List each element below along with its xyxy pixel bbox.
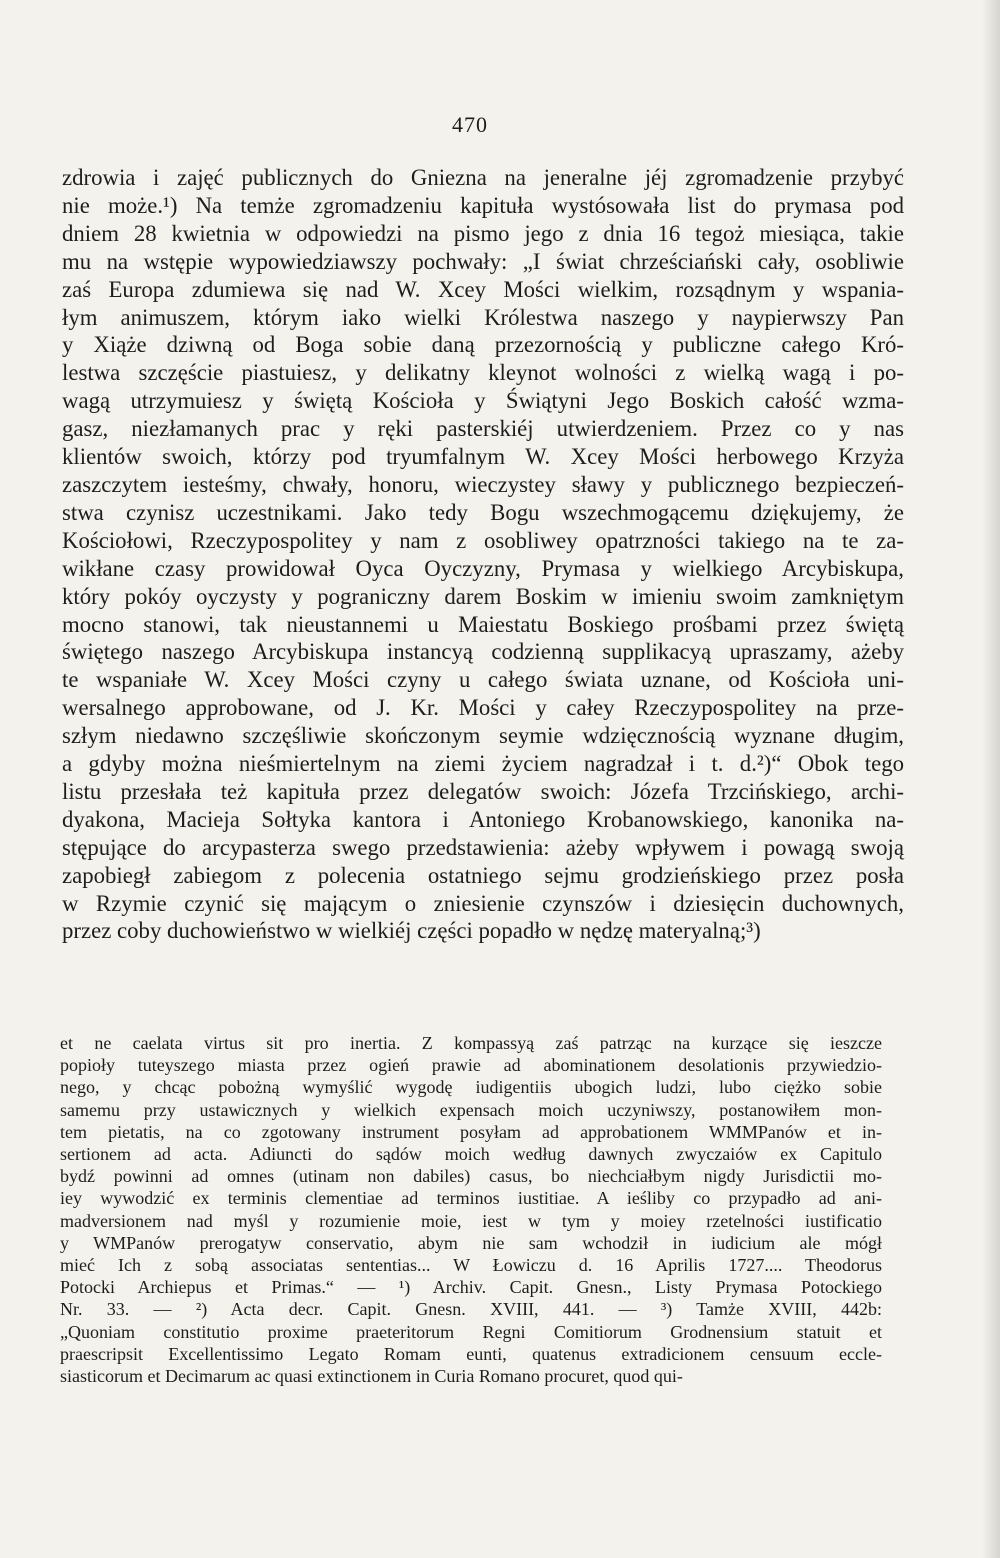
footnote-line: iey wywodzić ex terminis clementiae ad terminos iustitiae. A ieśliby co przypadło ad ani- (60, 1188, 882, 1209)
footnote-line: Potocki Archiepus et Primas.“ — ¹) Archiv. Capit. Gnesn., Listy Prymasa Potockiego (60, 1277, 882, 1298)
footnote-line: samemu przy ustawicznych y wielkich expensach moich uczyniwszy, postanowiłem mon- (60, 1099, 882, 1120)
main-text-line: listu przesłała też kapituła przez delegatów swoich: Józefa Trzcińskiego, archi- (62, 778, 904, 804)
footnote-line: Nr. 33. — ²) Acta decr. Capit. Gnesn. XVIII, 441. — ³) Tamże XVIII, 442b: (60, 1299, 882, 1320)
main-text-line: klientów swoich, którzy pod tryumfalnym W. Xcey Mości herbowego Krzyża (62, 444, 904, 470)
main-text-line: stwa czynisz uczestnikami. Jako tedy Bogu wszechmogącemu dziękujemy, że (62, 499, 904, 525)
main-text-line: zapobiegł zabiegom z polecenia ostatniego sejmu grodzieńskiego przez posła (62, 862, 904, 888)
main-text-line: a gdyby można nieśmiertelnym na ziemi życiem nagradzał i t. d.²)“ Obok tego (62, 751, 904, 777)
main-text-line: zaś Europa zdumiewa się nad W. Xcey Mości wielkim, rozsądnym y wspania- (62, 276, 904, 302)
main-text-line: dniem 28 kwietnia w odpowiedzi na pismo jego z dnia 16 tegoż miesiąca, takie (62, 220, 904, 246)
main-text-line: który pokóy oyczysty y pograniczny darem Boskim w imieniu swoim zamkniętym (62, 583, 904, 609)
footnote-line: praescripsit Excellentissimo Legato Romam eunti, quatenus extradicionem censuum eccle- (60, 1343, 882, 1364)
main-text-line: stępujące do arcypasterza swego przedstawienia: ażeby wpływem i powagą swoją (62, 834, 904, 860)
main-text-line: mocno stanowi, tak nieustannemi u Maiestatu Boskiego prośbami przez świętą (62, 611, 904, 637)
scan-edge-shadow (982, 0, 1000, 1558)
main-text-line: świętego naszego Arcybiskupa instancyą codzienną supplikacyą upraszamy, ażeby (62, 639, 904, 665)
main-text-line: y Xiąże dziwną od Boga sobie daną przezornością y publiczne całego Kró- (62, 332, 904, 358)
main-text-line: dyakona, Macieja Sołtyka kantora i Antoniego Krobanowskiego, kanonika na- (62, 806, 904, 832)
footnote-line: siasticorum et Decimarum ac quasi extinctionem in Curia Romano procuret, quod qui- (60, 1366, 683, 1387)
footnote-line: y WMPanów prerogatyw conservatio, abym nie sam wchodził in iudicium ale mógł (60, 1232, 882, 1253)
main-text-line: zaszczytem iesteśmy, chwały, honoru, wieczystey sławy y publicznego bezpieczeń- (62, 471, 904, 497)
main-text-line: lestwa szczęście piastuiesz, y delikatny kleynot wolności z wielką wagą i po- (62, 360, 904, 386)
footnote-line: mieć Ich z sobą associatas sententias... W Łowiczu d. 16 Aprilis 1727.... Theodorus (60, 1255, 882, 1276)
footnote-line: bydź powinni ad omnes (utinam non dabiles) casus, bo niechciałbym nigdy Jurisdictii mo- (60, 1166, 882, 1187)
main-text-line: te wspaniałe W. Xcey Mości czyny u całego świata uznane, od Kościoła uni- (62, 667, 904, 693)
main-text-line: wagą utrzymuiesz y świętą Kościoła y Świątyni Jego Boskich całość wzma- (62, 388, 904, 414)
footnotes-block (60, 1032, 882, 1387)
footnote-line: et ne caelata virtus sit pro inertia. Z kompassyą zaś patrząc na kurzące się ieszcze (60, 1033, 882, 1053)
main-text-line: nie może.¹) Na temże zgromadzeniu kapituła wystósowała list do prymasa pod (62, 192, 904, 218)
main-text-line: gasz, niezłamanych prac y ręki pasterskiéj utwierdzeniem. Przez co y nas (62, 416, 904, 442)
main-text-line: zdrowia i zajęć publicznych do Gniezna na jeneralne jéj zgromadzenie przybyć (62, 165, 904, 190)
footnote-line: madversionem nad myśl y rozumienie moie, iest w tym y moiey rzetelności iustificatio (60, 1210, 882, 1231)
main-text-line: wersalnego approbowane, od J. Kr. Mości y całey Rzeczypospolitey na prze- (62, 695, 904, 721)
main-text-line: mu na wstępie wypowiedziawszy pochwały: „I świat chrześciański cały, osobliwie (62, 248, 904, 274)
main-text-line: wikłane czasy prowidował Oyca Oyczyzny, Prymasa y wielkiego Arcybiskupa, (62, 555, 904, 581)
main-text-line: w Rzymie czynić się mającym o zniesienie czynszów i dziesięcin duchownych, (62, 890, 904, 916)
main-text-block (62, 164, 904, 945)
footnote-line: popioły tuteyszego miasta przez ogień prawie ad abominationem desolationis przywiedzio- (60, 1055, 882, 1076)
main-text-line: Kościołowi, Rzeczypospolitey y nam z osobliwey opatrzności takiego na te za- (62, 527, 904, 553)
footnote-line: nego, y chcąc pobożną wymyślić wygodę iudigentiis ubogich ludzi, lubo ciężko sobie (60, 1077, 882, 1098)
footnote-line: „Quoniam constitutio proxime praeteritorum Regni Comitiorum Grodnensium statuit et (60, 1321, 882, 1342)
page-number: 470 (452, 112, 488, 137)
footnote-line: tem pietatis, na co zgotowany instrument posyłam ad approbationem WMMPanów et in- (60, 1121, 882, 1142)
main-text-line: łym animuszem, którym iako wielki Królestwa naszego y naypierwszy Pan (62, 304, 904, 330)
footnote-line: sertionem ad acta. Adiuncti do sądów moich według dawnych zwyczaiów ex Capitulo (60, 1144, 882, 1165)
main-text-line: szłym niedawno szczęśliwie skończonym seymie wdzięcznością wyznane długim, (62, 723, 904, 749)
main-text-line: przez coby duchowieństwo w wielkiéj części popadło w nędzę materyalną;³) (62, 918, 761, 944)
